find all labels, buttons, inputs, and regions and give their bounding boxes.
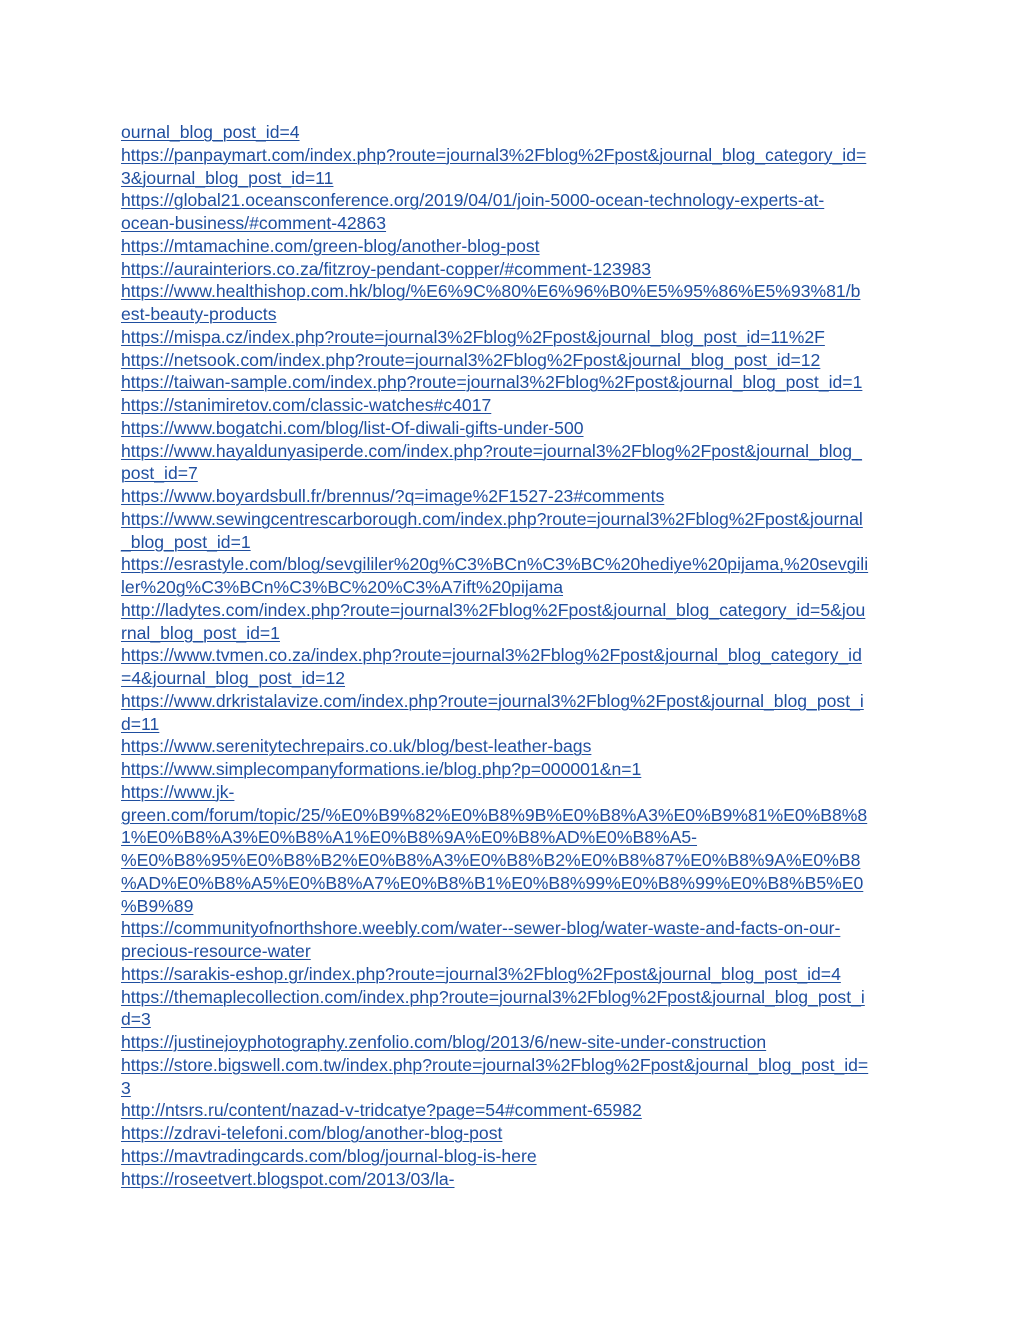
link-list	[121, 121, 903, 1190]
link-line[interactable]: https://www.simplecompanyformations.ie/blog.php?p=000001&n=1	[121, 759, 642, 779]
link-line[interactable]: https://justinejoyphotography.zenfolio.com/blog/2013/6/new-site-under-construction	[121, 1032, 767, 1052]
link-line[interactable]: %AD%E0%B8%A5%E0%B8%A7%E0%B8%B1%E0%B8%99%E0%B8%99%E0%B8%B5%E0	[121, 872, 864, 893]
link-line[interactable]: https://mispa.cz/index.php?route=journal3%2Fblog%2Fpost&journal_blog_post_id=11%2F	[121, 326, 825, 347]
link-line[interactable]: d=11	[121, 713, 160, 734]
link-line[interactable]: est-beauty-products	[121, 304, 277, 324]
link-line[interactable]: http://ladytes.com/index.php?route=journal3%2Fblog%2Fpost&journal_blog_category_id=5&jou	[121, 599, 866, 620]
link-line[interactable]: https://netsook.com/index.php?route=journal3%2Fblog%2Fpost&journal_blog_post_id=12	[121, 349, 821, 370]
link-line[interactable]: 3	[121, 1077, 131, 1098]
link-line[interactable]: _blog_post_id=1	[121, 531, 251, 552]
link-line[interactable]: https://taiwan-sample.com/index.php?route=journal3%2Fblog%2Fpost&journal_blog_post_id=1	[121, 372, 863, 393]
link-line[interactable]: http://ntsrs.ru/content/nazad-v-tridcatye?page=54#comment-65982	[121, 1100, 642, 1121]
link-line[interactable]: ler%20g%C3%BCn%C3%BC%20%C3%A7ift%20pijama	[121, 577, 564, 597]
link-line[interactable]: https://www.jk-	[121, 781, 235, 802]
link-line[interactable]: https://www.bogatchi.com/blog/list-Of-diwali-gifts-under-500	[121, 417, 584, 438]
link-line[interactable]: https://stanimiretov.com/classic-watches#c4017	[121, 395, 492, 415]
link-line[interactable]: d=3	[121, 1009, 151, 1030]
link-line[interactable]: https://mtamachine.com/green-blog/another-blog-post	[121, 235, 540, 256]
link-line[interactable]: 3&journal_blog_post_id=11	[121, 167, 334, 188]
link-line[interactable]: 1%E0%B8%A3%E0%B8%A1%E0%B8%9A%E0%B8%AD%E0%B8%A5-	[121, 827, 698, 848]
link-line[interactable]: https://themaplecollection.com/index.php?route=journal3%2Fblog%2Fpost&journal_blog_post_i	[121, 986, 865, 1007]
link-line[interactable]: ocean-business/#comment-42863	[121, 213, 387, 233]
link-line[interactable]: https://sarakis-eshop.gr/index.php?route=journal3%2Fblog%2Fpost&journal_blog_post_id=4	[121, 963, 841, 984]
link-line[interactable]: https://communityofnorthshore.weebly.com/water--sewer-blog/water-waste-and-facts-on-our-	[121, 918, 841, 939]
link-line[interactable]: https://store.bigswell.com.tw/index.php?route=journal3%2Fblog%2Fpost&journal_blog_post_id=	[121, 1054, 869, 1075]
link-line[interactable]: https://roseetvert.blogspot.com/2013/03/la-	[121, 1168, 455, 1189]
link-line[interactable]: https://global21.oceansconference.org/2019/04/01/join-5000-ocean-technology-experts-at-	[121, 190, 825, 211]
link-line[interactable]: https://panpaymart.com/index.php?route=journal3%2Fblog%2Fpost&journal_blog_category_id=	[121, 144, 867, 165]
link-line[interactable]: %B9%89	[121, 895, 194, 916]
link-line[interactable]: precious-resource-water	[121, 941, 311, 961]
link-line[interactable]: https://www.drkristalavize.com/index.php?route=journal3%2Fblog%2Fpost&journal_blog_post_i	[121, 690, 864, 711]
link-line[interactable]: green.com/forum/topic/25/%E0%B9%82%E0%B8%9B%E0%B8%A3%E0%B9%81%E0%B8%8	[121, 804, 868, 825]
link-line[interactable]: https://aurainteriors.co.za/fitzroy-pendant-copper/#comment-123983	[121, 258, 652, 279]
link-line[interactable]: rnal_blog_post_id=1	[121, 622, 280, 643]
link-line[interactable]: https://zdravi-telefoni.com/blog/another-blog-post	[121, 1123, 503, 1143]
link-line[interactable]: ournal_blog_post_id=4	[121, 122, 300, 142]
link-line[interactable]: https://mavtradingcards.com/blog/journal-blog-is-here	[121, 1145, 537, 1166]
link-line[interactable]: %E0%B8%95%E0%B8%B2%E0%B8%A3%E0%B8%B2%E0%B8%87%E0%B8%9A%E0%B8	[121, 850, 861, 870]
link-line[interactable]: https://www.tvmen.co.za/index.php?route=journal3%2Fblog%2Fpost&journal_blog_category_id	[121, 645, 862, 666]
link-line[interactable]: =4&journal_blog_post_id=12	[121, 668, 346, 688]
link-line[interactable]: https://www.serenitytechrepairs.co.uk/blog/best-leather-bags	[121, 736, 592, 757]
link-line[interactable]: https://esrastyle.com/blog/sevgililer%20g%C3%BCn%C3%BC%20hediye%20pijama,%20sevgili	[121, 554, 869, 575]
link-line[interactable]: post_id=7	[121, 463, 198, 484]
link-line[interactable]: https://www.boyardsbull.fr/brennus/?q=image%2F1527-23#comments	[121, 486, 665, 506]
link-line[interactable]: https://www.healthishop.com.hk/blog/%E6%9C%80%E6%96%B0%E5%95%86%E5%93%81/b	[121, 281, 861, 302]
link-line[interactable]: https://www.hayaldunyasiperde.com/index.php?route=journal3%2Fblog%2Fpost&journal_blog_	[121, 440, 862, 461]
link-line[interactable]: https://www.sewingcentrescarborough.com/index.php?route=journal3%2Fblog%2Fpost&journal	[121, 508, 863, 529]
